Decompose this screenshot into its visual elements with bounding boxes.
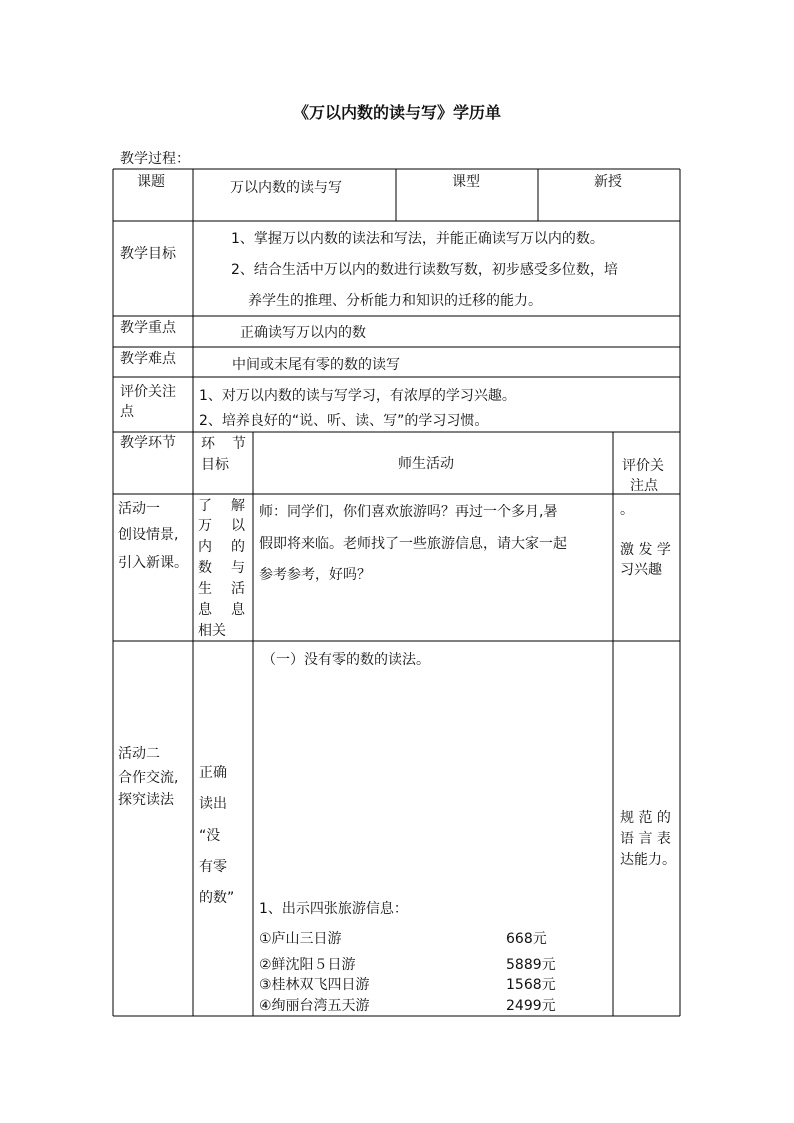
difficulty-label: 教学难点 [120,351,176,367]
steps-header-link: 教学环节 [120,435,176,451]
steps-header-goal-line-2: 目标 [201,457,229,473]
tour-name: ③桂林双飞四日游 [259,977,370,993]
activity2-eval-line-1: 规 范 的 [620,810,671,826]
steps-header-activity: 师生活动 [398,456,454,472]
evaluation-label-line-2: 点 [120,404,134,420]
difficulty-value: 中间或末尾有零的数的读写 [232,357,400,373]
activity2-goal-line: 的数” [199,890,235,906]
activity2-subheading: （一）没有零的数的读法。 [262,652,430,668]
activity2-goal-line: 正确 [199,765,227,781]
activity1-goal-line: 了 解 [198,498,245,514]
type-label: 课型 [452,174,480,190]
objective-item-1: 1、掌握万以内数的读法和写法，并能正确读写万以内的数。 [231,231,604,247]
page-title: 《万以内数的读与写》学历单 [292,103,501,122]
tour-price: 668元 [506,931,547,947]
activity1-goal-line: 生 活 [198,581,245,597]
activity1-name-line-3: 引入新课。 [118,555,188,571]
activity1-goal-line: 息 息 [198,602,245,618]
activity1-goal-line: 内 的 [198,539,245,555]
objective-item-2-line-2: 养学生的推理、分析能力和知识的迁移的能力。 [248,293,542,309]
activity1-talk-line-1: 师：同学们，你们喜欢旅游吗？再过一个多月,暑 [259,504,558,520]
key-point-label: 教学重点 [120,320,176,336]
topic-value: 万以内数的读与写 [230,180,342,196]
tour-price: 1568元 [506,977,556,993]
activity1-name-line-1: 活动一 [118,501,160,517]
activity1-goal-line: 相关 [198,623,226,639]
activity1-eval-line-2: 激 发 学 [620,542,671,558]
evaluation-item-1: 1、对万以内数的读与写学习，有浓厚的学习兴趣。 [199,388,516,404]
topic-label: 课题 [137,174,165,190]
tour-name: ④绚丽台湾五天游 [259,998,370,1014]
section-label: 教学过程： [120,151,190,167]
evaluation-label-line-1: 评价关注 [120,384,176,400]
activity1-goal-line: 数 与 [198,560,245,576]
activity2-eval-line-2: 语 言 表 [620,831,671,847]
tour-price: 2499元 [506,998,556,1014]
activity2-name-line-3: 探究读法 [118,792,174,808]
activity1-name-line-2: 创设情景, [118,527,179,543]
activity2-eval-line-3: 达能力。 [620,852,676,868]
steps-header-eval-line-2: 注点 [630,478,658,494]
steps-header-eval-line-1: 评价关 [622,458,664,474]
objectives-label: 教学目标 [120,246,176,262]
activity1-talk-line-3: 参考参考，好吗？ [259,567,371,583]
activity2-name-line-1: 活动二 [118,746,160,762]
activity2-goal-line: 有零 [199,859,227,875]
tour-name: ②鲜沈阳５日游 [259,957,356,973]
activity2-goal-line: 读出 [199,796,227,812]
tour-price: 5889元 [506,957,556,973]
activity2-goal-line: “没 [199,828,221,844]
activity1-goal-line: 万 以 [198,518,245,534]
activity2-name-line-2: 合作交流, [118,770,179,786]
activity2-show-info: 1、出示四张旅游信息： [259,901,408,917]
type-value: 新授 [594,174,622,190]
evaluation-item-2: 2、培养良好的“说、听、读、写”的学习习惯。 [199,413,489,429]
activity1-eval-line-3: 习兴趣 [620,562,662,578]
tour-name: ①庐山三日游 [259,931,342,947]
activity1-talk-line-2: 假即将来临。老师找了一些旅游信息，请大家一起 [259,536,567,552]
key-point-value: 正确读写万以内的数 [240,325,366,341]
objective-item-2-line-1: 2、结合生活中万以内的数进行读数写数，初步感受多位数，培 [231,262,618,278]
activity1-eval-line-1: 。 [620,502,634,518]
steps-header-goal-line-1: 环 节 [201,436,246,452]
